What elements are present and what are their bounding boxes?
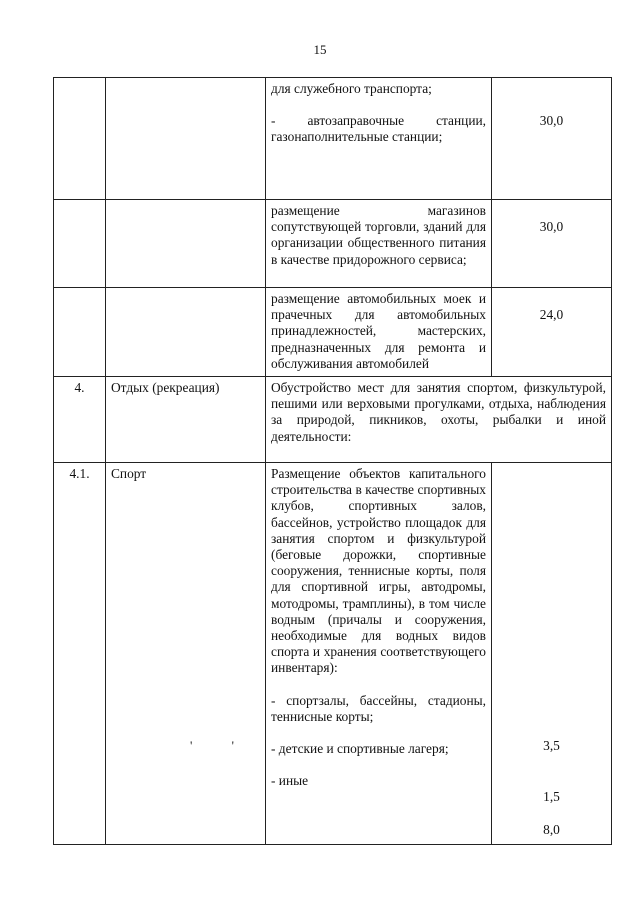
value-cell: 24,0 xyxy=(539,307,564,322)
table-row xyxy=(54,200,612,288)
row-value xyxy=(492,463,612,845)
row-value xyxy=(492,288,612,377)
description-paragraph: - иные xyxy=(271,773,309,789)
description-paragraph: размещение магазинов сопутствующей торговли, зданий для организации общественного питания в качестве придорожного сервиса; xyxy=(271,203,486,267)
row-code xyxy=(54,288,106,377)
row-description xyxy=(266,78,492,200)
row-name: Отдых (рекреация) xyxy=(106,377,266,463)
row-code: 4.1. xyxy=(54,463,106,845)
row-name xyxy=(106,200,266,288)
value-cell: 30,0 xyxy=(539,113,564,128)
row-description: Обустройство мест для занятия спортом, физкультурой, пешими или верховыми прогулками, отдыха, наблюдения за природой, пикников, охоты, рыбалки и иной деятельности: xyxy=(266,377,612,463)
description-paragraph: - спортзалы, бассейны, стадионы, теннисные корты; xyxy=(271,692,486,724)
row-code xyxy=(54,200,106,288)
value-cell: 8,0 xyxy=(543,822,560,837)
description-paragraph: для служебного транспорта; xyxy=(271,81,432,96)
description-paragraph: размещение автомобильных моек и прачечных для автомобильных принадлежностей, мастерских, предназначенных для ремонта и обслуживания автомобилей xyxy=(271,291,486,371)
page-number: 15 xyxy=(313,42,327,57)
land-use-table xyxy=(53,77,612,845)
row-code xyxy=(54,78,106,200)
row-code: 4. xyxy=(54,377,106,463)
value-cell: 3,5 xyxy=(543,738,560,753)
value-cell: 1,5 xyxy=(543,789,560,804)
row-description xyxy=(266,288,492,377)
table-row xyxy=(54,377,612,463)
table-row xyxy=(54,78,612,200)
description-paragraph: Размещение объектов капитального строительства в качестве спортивных клубов, спортивных залов, бассейнов, устройство площадок для занятия спортом и физкультурой (беговые дорожки, спортивные сооружения, теннисные корты, поля для спортивной игры, автодромы, мотодромы, трамплины), в том числе водным (причалы и сооружения, необходимые для водных видов спорта и хранения соответствующего инвентаря): xyxy=(271,466,486,676)
stray-marks: ' ' xyxy=(190,738,252,753)
row-value xyxy=(492,200,612,288)
table-row xyxy=(54,288,612,377)
row-value xyxy=(492,78,612,200)
description-paragraph: - автозаправочные станции, газонаполнительные станции; xyxy=(271,113,486,145)
row-description xyxy=(266,200,492,288)
table-row xyxy=(54,463,612,845)
row-name xyxy=(106,288,266,377)
description-paragraph: - детские и спортивные лагеря; xyxy=(271,741,449,757)
row-name xyxy=(106,78,266,200)
value-cell: 30,0 xyxy=(539,219,564,234)
row-name: Спорт xyxy=(106,463,266,845)
row-description xyxy=(266,463,492,845)
